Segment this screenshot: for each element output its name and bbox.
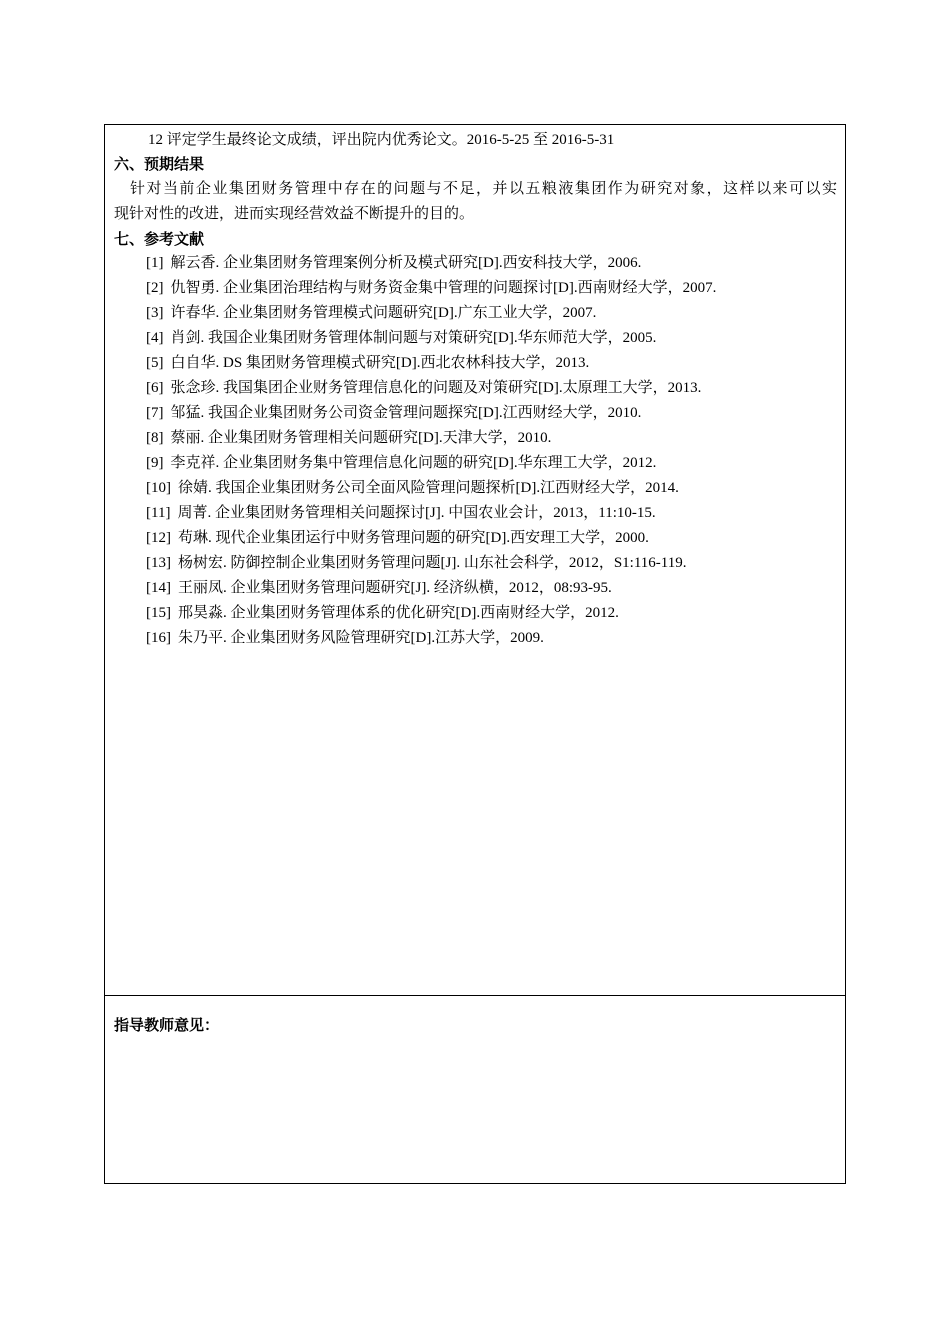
reference-number: [3] <box>146 305 164 321</box>
reference-text: 许春华. 企业集团财务管理模式问题研究[D].广东工业大学，2007. <box>170 305 597 321</box>
reference-text: 王丽凤. 企业集团财务管理问题研究[J]. 经济纵横，2012，08:93-95. <box>178 580 612 596</box>
reference-item <box>146 603 619 623</box>
schedule-item-12: 12 评定学生最终论文成绩，评出院内优秀论文。2016-5-25 至 2016-5-31 <box>148 132 615 148</box>
reference-text: 周菁. 企业集团财务管理相关问题探讨[J]. 中国农业会计，2013，11:10-15. <box>177 505 656 521</box>
reference-item <box>146 428 551 448</box>
reference-item <box>146 378 701 398</box>
reference-item <box>146 553 686 573</box>
reference-text: 苟琳. 现代企业集团运行中财务管理问题的研究[D].西安理工大学，2000. <box>178 530 649 546</box>
reference-item <box>146 328 656 348</box>
reference-number: [12] <box>146 530 171 546</box>
reference-item <box>146 528 649 548</box>
reference-text: 邹猛. 我国企业集团财务公司资金管理问题探究[D].江西财经大学，2010. <box>170 405 642 421</box>
reference-item <box>146 453 656 473</box>
reference-number: [2] <box>146 280 164 296</box>
reference-item <box>146 403 641 423</box>
expected-results-heading: 六、预期结果 <box>114 155 205 173</box>
reference-number: [6] <box>146 380 164 396</box>
reference-item <box>146 578 612 598</box>
reference-text: 邢昊淼. 企业集团财务管理体系的优化研究[D].西南财经大学，2012. <box>178 605 619 621</box>
reference-item <box>146 478 679 498</box>
reference-item <box>146 303 596 323</box>
reference-item <box>146 353 589 373</box>
reference-item <box>146 278 716 298</box>
reference-text: 解云香. 企业集团财务管理案例分析及模式研究[D].西安科技大学，2006. <box>170 255 642 271</box>
reference-number: [4] <box>146 330 164 346</box>
reference-item <box>146 628 544 648</box>
reference-text: 朱乃平. 企业集团财务风险管理研究[D].江苏大学，2009. <box>178 630 544 646</box>
expected-results-line-2: 现针对性的改进，进而实现经营效益不断提升的目的。 <box>114 206 475 222</box>
reference-number: [9] <box>146 455 164 471</box>
proposal-form-table <box>104 124 846 1184</box>
reference-number: [13] <box>146 555 171 571</box>
reference-text: 蔡丽. 企业集团财务管理相关问题研究[D].天津大学，2010. <box>170 430 552 446</box>
reference-number: [1] <box>146 255 164 271</box>
reference-number: [16] <box>146 630 171 646</box>
reference-item <box>146 503 656 523</box>
reference-text: 徐婧. 我国企业集团财务公司全面风险管理问题探析[D].江西财经大学，2014. <box>178 480 679 496</box>
reference-text: 张念珍. 我国集团企业财务管理信息化的问题及对策研究[D].太原理工大学，2013. <box>170 380 702 396</box>
expected-results-line-1: 针对当前企业集团财务管理中存在的问题与不足，并以五粮液集团作为研究对象，这样以来可以实 <box>130 181 837 197</box>
references-heading: 七、参考文献 <box>114 230 205 248</box>
reference-text: 白自华. DS 集团财务管理模式研究[D].西北农林科技大学，2013. <box>170 355 590 371</box>
content-cell <box>105 125 845 996</box>
reference-item <box>146 253 641 273</box>
advisor-opinion-cell[interactable] <box>105 996 845 1183</box>
reference-text: 仇智勇. 企业集团治理结构与财务资金集中管理的问题探讨[D].西南财经大学，2007. <box>170 280 717 296</box>
reference-number: [11] <box>146 505 171 521</box>
reference-text: 肖剑. 我国企业集团财务管理体制问题与对策研究[D].华东师范大学，2005. <box>170 330 657 346</box>
reference-text: 李克祥. 企业集团财务集中管理信息化问题的研究[D].华东理工大学，2012. <box>170 455 657 471</box>
reference-number: [14] <box>146 580 171 596</box>
advisor-opinion-label: 指导教师意见： <box>114 1016 220 1034</box>
reference-number: [8] <box>146 430 164 446</box>
reference-number: [15] <box>146 605 171 621</box>
reference-number: [10] <box>146 480 171 496</box>
reference-number: [5] <box>146 355 164 371</box>
reference-text: 杨树宏. 防御控制企业集团财务管理问题[J]. 山东社会科学，2012，S1:116-119. <box>178 555 687 571</box>
reference-number: [7] <box>146 405 164 421</box>
